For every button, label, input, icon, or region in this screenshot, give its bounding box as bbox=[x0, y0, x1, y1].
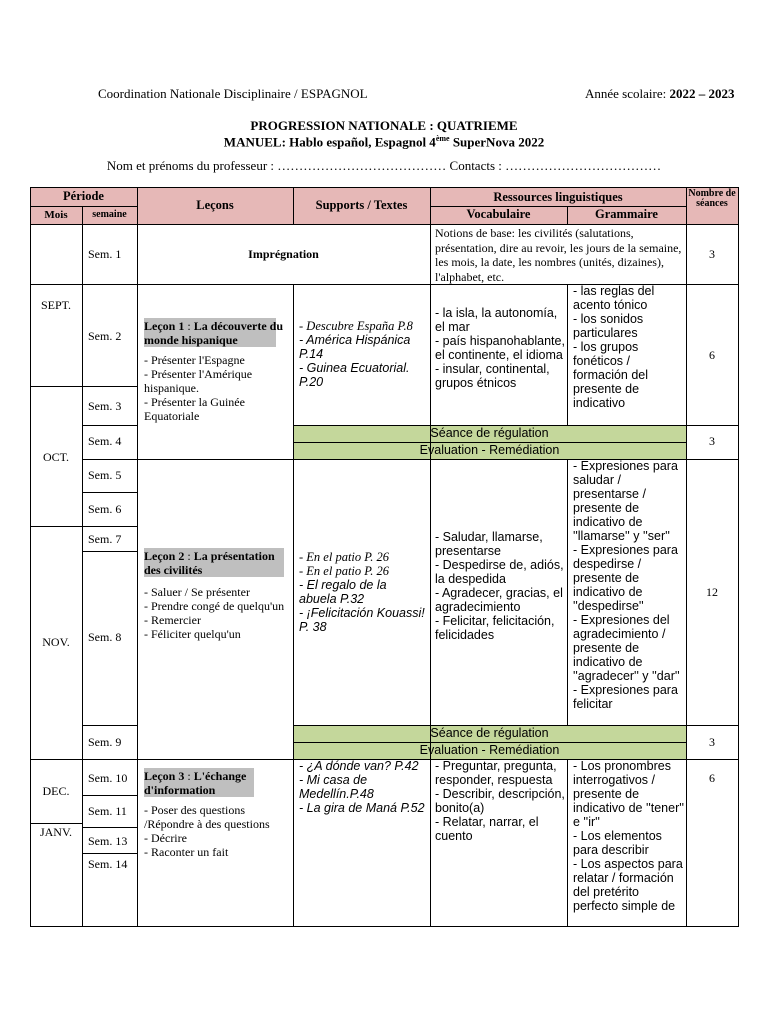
support-item: - El regalo de la abuela P.32 bbox=[299, 578, 387, 606]
lesson2-supports bbox=[299, 550, 427, 634]
week-5: Sem. 5 bbox=[88, 468, 122, 482]
vocab-item: - país hispanohablante, el continente, el idioma bbox=[435, 334, 565, 362]
week-4: Sem. 4 bbox=[88, 434, 122, 448]
week-3: Sem. 3 bbox=[88, 399, 122, 413]
week-9: Sem. 9 bbox=[88, 735, 122, 749]
vocab-item: - Preguntar, pregunta, responder, respuesta bbox=[435, 759, 557, 787]
gram-item: - Expresiones para saludar / presentarse / presente de indicativo de ''llamarse'' y ''ser'' bbox=[573, 459, 678, 543]
support-text: - En el patio P. 26 bbox=[299, 550, 390, 564]
week-13: Sem. 13 bbox=[88, 834, 128, 848]
support-item: - Guinea Ecuatorial. P.20 bbox=[299, 361, 410, 389]
week-10: Sem. 10 bbox=[88, 771, 128, 785]
week-1: Sem. 1 bbox=[88, 247, 122, 261]
support-item bbox=[299, 550, 427, 564]
regulation-1-label: Séance de régulation bbox=[430, 426, 549, 440]
week-2: Sem. 2 bbox=[88, 329, 122, 343]
month-nov: NOV. bbox=[42, 635, 70, 649]
vocab-item: - Relatar, narrar, el cuento bbox=[435, 815, 539, 843]
lesson2-sep: : bbox=[184, 549, 194, 563]
gram-item: - los grupos fonéticos / formación del presente de indicativo bbox=[573, 340, 649, 410]
lesson3-title-text: L'échange d'information bbox=[144, 769, 247, 797]
vocab-item: - Felicitar, felicitación, felicidades bbox=[435, 614, 555, 642]
gram-item: - Los aspectos para relatar / formación del pretérito perfecto simple de bbox=[573, 857, 683, 913]
lesson3-sep: : bbox=[184, 769, 194, 783]
lesson1-item: - Présenter l'Amérique hispanique. bbox=[144, 367, 253, 395]
week-14: Sem. 14 bbox=[88, 857, 128, 871]
coordination-label: Coordination Nationale Disciplinaire / ESPAGNOL bbox=[98, 86, 368, 101]
manual-title bbox=[0, 134, 768, 150]
lesson3-lecon bbox=[144, 769, 290, 859]
lesson2-title bbox=[144, 549, 290, 577]
week-6: Sem. 6 bbox=[88, 502, 122, 516]
lesson1-gram bbox=[573, 284, 685, 410]
lesson1-title-text: La découverte du monde hispanique bbox=[144, 319, 284, 347]
header-lecons: Leçons bbox=[196, 198, 234, 212]
month-sept: SEPT. bbox=[40, 298, 72, 312]
header-periode: Période bbox=[63, 189, 104, 203]
lesson3-supports bbox=[299, 759, 427, 815]
lesson3-title bbox=[144, 769, 290, 797]
lesson2-item: - Prendre congé de quelqu'un bbox=[144, 599, 285, 613]
school-year-value: 2022 – 2023 bbox=[669, 86, 735, 101]
regulation-2-count: 3 bbox=[709, 735, 715, 749]
lesson1-item: - Présenter la Guinée Equatoriale bbox=[144, 395, 245, 423]
week-8: Sem. 8 bbox=[88, 630, 122, 644]
regulation-1-count: 3 bbox=[709, 434, 715, 448]
gram-item: - Los elementos para describir bbox=[573, 829, 662, 857]
lesson3-item: - Poser des questions /Répondre à des questions bbox=[144, 803, 270, 831]
header-grammaire: Grammaire bbox=[595, 207, 658, 221]
vocab-item: - Despedirse de, adiós, la despedida bbox=[435, 558, 564, 586]
lesson3-vocab bbox=[435, 759, 565, 843]
lesson1-title bbox=[144, 319, 284, 347]
support-item: - Mi casa de Medellín.P.48 bbox=[299, 773, 374, 801]
gram-item: - los sonidos particulares bbox=[573, 312, 644, 340]
lesson1-label: Leçon 1 bbox=[144, 319, 185, 333]
header-vocabulaire: Vocabulaire bbox=[466, 207, 531, 221]
regulation-2-label: Séance de régulation bbox=[430, 726, 549, 740]
lesson3-item: - Raconter un fait bbox=[144, 845, 229, 859]
month-oct: OCT. bbox=[42, 450, 70, 464]
lesson3-item: - Décrire bbox=[144, 831, 187, 845]
header-ressources: Ressources linguistiques bbox=[493, 190, 623, 204]
support-item bbox=[299, 319, 427, 333]
support-text: - Descubre España P.8 bbox=[299, 319, 413, 333]
week-7: Sem. 7 bbox=[88, 532, 122, 546]
vocab-item: - Agradecer, gracias, el agradecimiento bbox=[435, 586, 563, 614]
lesson2-vocab bbox=[435, 530, 565, 642]
gram-item: - Expresiones del agradecimiento / presente de indicativo de ''agradecer'' y ''dar'' bbox=[573, 613, 680, 683]
impregnation-notions: Notions de base: les civilités (salutations, présentation, dire au revoir, les jours de la semaine, les mois, la date, les nombres (unités, dizaines), l'alphabet, etc. bbox=[435, 226, 682, 284]
support-text: - En el patio P. 26 bbox=[299, 564, 390, 578]
gram-item: - Expresiones para felicitar bbox=[573, 683, 678, 711]
week-11: Sem. 11 bbox=[88, 804, 127, 818]
lesson2-item: - Saluer / Se présenter bbox=[144, 585, 250, 599]
teacher-info-line: Nom et prénoms du professeur : ………………………………… Contacts : ……………………………… bbox=[106, 158, 662, 173]
lesson3-label: Leçon 3 bbox=[144, 769, 185, 783]
lesson2-title-text: La présentation des civilités bbox=[144, 549, 275, 577]
lesson1-sep: : bbox=[184, 319, 194, 333]
gram-item: - las reglas del acento tónico bbox=[573, 284, 655, 312]
evaluation-1-label: Evaluation - Remédiation bbox=[419, 443, 560, 457]
lesson2-item: - Féliciter quelqu'un bbox=[144, 627, 241, 641]
header-supports: Supports / Textes bbox=[315, 198, 408, 212]
header-semaine: semaine bbox=[92, 209, 127, 220]
manual-title-tail: SuperNova 2022 bbox=[449, 134, 545, 150]
page-title: PROGRESSION NATIONALE : QUATRIEME bbox=[250, 118, 518, 133]
support-item: - ¡Felicitación Kouassi! P. 38 bbox=[299, 606, 425, 634]
vocab-item: - insular, continental, grupos étnicos bbox=[435, 362, 550, 390]
lesson1-supports bbox=[299, 319, 427, 389]
lesson2-lecon bbox=[144, 549, 290, 641]
lesson1-vocab bbox=[435, 306, 565, 390]
lesson3-count: 6 bbox=[709, 771, 715, 785]
manual-title-sup: ème bbox=[435, 134, 450, 143]
impregnation-count: 3 bbox=[709, 247, 715, 261]
vocab-item: - la isla, la autonomía, el mar bbox=[435, 306, 558, 334]
gram-item: - Los pronombres interrogativos / presente de indicativo de ''tener'' e ''ir'' bbox=[573, 759, 684, 829]
lesson2-label: Leçon 2 bbox=[144, 549, 185, 563]
evaluation-2-label: Evaluation - Remédiation bbox=[419, 743, 560, 757]
lesson2-item: - Remercier bbox=[144, 613, 201, 627]
impregnation-label: Imprégnation bbox=[248, 247, 319, 261]
support-item: - América Hispánica P.14 bbox=[299, 333, 411, 361]
vocab-item: - Describir, descripción, bonito(a) bbox=[435, 787, 565, 815]
support-item: - ¿A dónde van? P.42 bbox=[299, 759, 419, 773]
lesson1-lecon bbox=[144, 319, 284, 423]
support-item: - La gira de Maná P.52 bbox=[299, 801, 425, 815]
lesson3-gram bbox=[573, 759, 685, 913]
gram-item: - Expresiones para despedirse / presente de indicativo de ''despedirse'' bbox=[573, 543, 678, 613]
lesson1-item: - Présenter l'Espagne bbox=[144, 353, 245, 367]
month-dec: DEC. bbox=[42, 784, 70, 798]
lesson1-count: 6 bbox=[709, 348, 715, 362]
lesson2-count: 12 bbox=[706, 585, 718, 599]
vocab-item: - Saludar, llamarse, presentarse bbox=[435, 530, 543, 558]
school-year-label: Année scolaire: bbox=[585, 86, 667, 101]
header-nombre: Nombre de séances bbox=[688, 188, 736, 209]
support-item bbox=[299, 564, 427, 578]
school-year bbox=[585, 86, 734, 102]
manual-title-text: MANUEL: Hablo español, Espagnol 4 bbox=[223, 134, 436, 150]
month-janv: JANV. bbox=[39, 825, 73, 839]
header-mois: Mois bbox=[44, 209, 68, 221]
lesson2-gram bbox=[573, 459, 685, 711]
